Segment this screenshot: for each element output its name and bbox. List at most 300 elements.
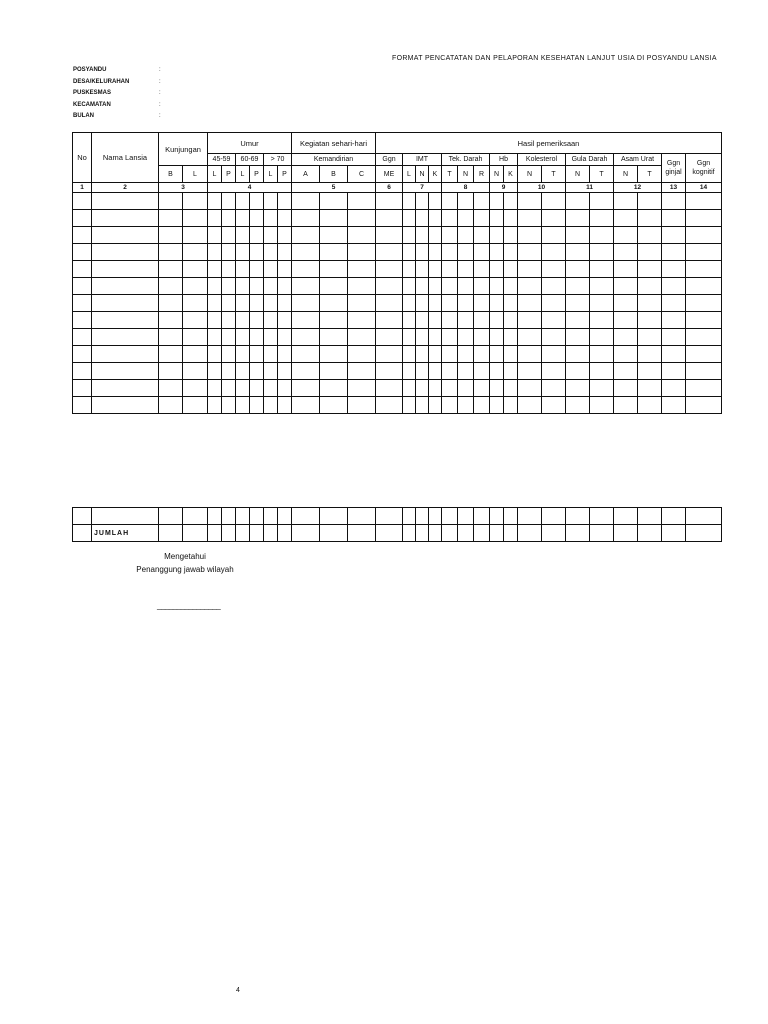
table-cell[interactable]: [518, 525, 542, 542]
table-cell[interactable]: [504, 193, 518, 210]
table-cell[interactable]: [222, 244, 236, 261]
table-cell[interactable]: [376, 312, 403, 329]
table-cell[interactable]: [490, 210, 504, 227]
table-cell[interactable]: [416, 380, 429, 397]
table-cell[interactable]: [222, 261, 236, 278]
table-cell[interactable]: [542, 210, 566, 227]
table-cell[interactable]: [320, 244, 348, 261]
table-cell[interactable]: [638, 278, 662, 295]
table-cell[interactable]: [490, 227, 504, 244]
table-cell[interactable]: [504, 227, 518, 244]
table-cell[interactable]: [92, 380, 159, 397]
table-cell[interactable]: [442, 380, 458, 397]
table-cell[interactable]: [474, 525, 490, 542]
table-cell[interactable]: [614, 312, 638, 329]
table-cell[interactable]: [236, 508, 250, 525]
table-cell[interactable]: [416, 278, 429, 295]
table-cell[interactable]: [222, 193, 236, 210]
table-cell[interactable]: [566, 525, 590, 542]
table-cell[interactable]: [73, 244, 92, 261]
table-cell[interactable]: [614, 210, 638, 227]
table-cell[interactable]: [376, 193, 403, 210]
table-cell[interactable]: [504, 508, 518, 525]
table-cell[interactable]: [292, 295, 320, 312]
table-cell[interactable]: [292, 363, 320, 380]
table-cell[interactable]: [566, 312, 590, 329]
table-cell[interactable]: [542, 363, 566, 380]
table-cell[interactable]: [222, 329, 236, 346]
table-cell[interactable]: [92, 210, 159, 227]
table-cell[interactable]: [474, 397, 490, 414]
table-cell[interactable]: [208, 295, 222, 312]
table-cell[interactable]: [403, 380, 416, 397]
table-cell[interactable]: [183, 295, 208, 312]
table-cell[interactable]: [278, 312, 292, 329]
table-cell[interactable]: [292, 261, 320, 278]
table-cell[interactable]: [222, 525, 236, 542]
table-cell[interactable]: [403, 312, 416, 329]
table-cell[interactable]: [159, 295, 183, 312]
table-cell[interactable]: [348, 210, 376, 227]
table-cell[interactable]: [250, 227, 264, 244]
table-cell[interactable]: [348, 278, 376, 295]
table-cell[interactable]: [490, 363, 504, 380]
table-cell[interactable]: [416, 244, 429, 261]
table-cell[interactable]: [442, 508, 458, 525]
table-cell[interactable]: [159, 329, 183, 346]
table-cell[interactable]: [638, 295, 662, 312]
table-cell[interactable]: [542, 278, 566, 295]
table-cell[interactable]: [590, 363, 614, 380]
table-cell[interactable]: [278, 346, 292, 363]
table-cell[interactable]: [159, 346, 183, 363]
table-cell[interactable]: [686, 244, 722, 261]
table-cell[interactable]: [292, 278, 320, 295]
table-cell[interactable]: [236, 346, 250, 363]
table-cell[interactable]: [442, 329, 458, 346]
table-cell[interactable]: [662, 397, 686, 414]
table-cell[interactable]: [474, 193, 490, 210]
table-cell[interactable]: [566, 210, 590, 227]
table-cell[interactable]: [614, 363, 638, 380]
table-cell[interactable]: [208, 312, 222, 329]
table-cell[interactable]: [490, 295, 504, 312]
table-cell[interactable]: [566, 261, 590, 278]
table-cell[interactable]: [518, 312, 542, 329]
table-cell[interactable]: [264, 261, 278, 278]
table-cell[interactable]: [442, 261, 458, 278]
table-cell[interactable]: [542, 261, 566, 278]
table-cell[interactable]: [208, 244, 222, 261]
table-cell[interactable]: [458, 312, 474, 329]
table-cell[interactable]: [416, 397, 429, 414]
table-cell[interactable]: [442, 244, 458, 261]
table-cell[interactable]: [159, 261, 183, 278]
table-cell[interactable]: [590, 278, 614, 295]
table-cell[interactable]: [159, 244, 183, 261]
table-cell[interactable]: [183, 397, 208, 414]
table-cell[interactable]: [518, 244, 542, 261]
table-cell[interactable]: [376, 525, 403, 542]
table-cell[interactable]: [614, 278, 638, 295]
table-cell[interactable]: [222, 278, 236, 295]
table-cell[interactable]: [518, 295, 542, 312]
table-cell[interactable]: [403, 329, 416, 346]
table-cell[interactable]: [92, 278, 159, 295]
table-cell[interactable]: [474, 295, 490, 312]
table-cell[interactable]: [183, 278, 208, 295]
table-cell[interactable]: [376, 380, 403, 397]
table-cell[interactable]: [638, 329, 662, 346]
table-cell[interactable]: [292, 227, 320, 244]
table-cell[interactable]: [416, 227, 429, 244]
table-cell[interactable]: [590, 312, 614, 329]
table-cell[interactable]: [429, 244, 442, 261]
table-cell[interactable]: [590, 227, 614, 244]
table-cell[interactable]: [208, 380, 222, 397]
table-cell[interactable]: [236, 380, 250, 397]
table-cell[interactable]: [250, 312, 264, 329]
table-cell[interactable]: [73, 525, 92, 542]
table-cell[interactable]: [278, 210, 292, 227]
table-cell[interactable]: [416, 312, 429, 329]
table-cell[interactable]: [662, 278, 686, 295]
table-cell[interactable]: [490, 508, 504, 525]
table-cell[interactable]: [250, 346, 264, 363]
table-cell[interactable]: [614, 346, 638, 363]
table-cell[interactable]: [183, 261, 208, 278]
table-cell[interactable]: [183, 244, 208, 261]
table-cell[interactable]: [292, 193, 320, 210]
table-cell[interactable]: [208, 227, 222, 244]
table-cell[interactable]: [222, 508, 236, 525]
table-cell[interactable]: [686, 227, 722, 244]
table-cell[interactable]: [662, 346, 686, 363]
table-cell[interactable]: [278, 278, 292, 295]
table-cell[interactable]: [474, 244, 490, 261]
table-cell[interactable]: [504, 397, 518, 414]
table-cell[interactable]: [638, 508, 662, 525]
table-cell[interactable]: [662, 193, 686, 210]
table-cell[interactable]: [403, 397, 416, 414]
table-cell[interactable]: [542, 397, 566, 414]
table-cell[interactable]: [490, 193, 504, 210]
table-cell[interactable]: [504, 346, 518, 363]
table-cell[interactable]: [566, 346, 590, 363]
table-cell[interactable]: [686, 261, 722, 278]
table-cell[interactable]: [250, 363, 264, 380]
table-cell[interactable]: [686, 210, 722, 227]
table-cell[interactable]: [208, 525, 222, 542]
table-cell[interactable]: [429, 295, 442, 312]
table-cell[interactable]: [278, 380, 292, 397]
table-cell[interactable]: [662, 508, 686, 525]
table-cell[interactable]: [614, 525, 638, 542]
table-cell[interactable]: [222, 380, 236, 397]
table-cell[interactable]: [518, 363, 542, 380]
table-cell[interactable]: [490, 346, 504, 363]
table-cell[interactable]: [403, 244, 416, 261]
table-cell[interactable]: [183, 363, 208, 380]
table-cell[interactable]: [458, 525, 474, 542]
table-cell[interactable]: [662, 295, 686, 312]
table-cell[interactable]: [458, 397, 474, 414]
table-cell[interactable]: [403, 346, 416, 363]
table-cell[interactable]: [566, 380, 590, 397]
table-cell[interactable]: [518, 261, 542, 278]
table-cell[interactable]: [278, 261, 292, 278]
table-cell[interactable]: [236, 329, 250, 346]
table-cell[interactable]: [474, 312, 490, 329]
table-cell[interactable]: [518, 508, 542, 525]
table-cell[interactable]: [73, 312, 92, 329]
table-cell[interactable]: [236, 295, 250, 312]
table-cell[interactable]: [518, 210, 542, 227]
table-cell[interactable]: [320, 210, 348, 227]
table-cell[interactable]: [264, 508, 278, 525]
table-cell[interactable]: [222, 363, 236, 380]
table-cell[interactable]: [566, 363, 590, 380]
table-cell[interactable]: [590, 380, 614, 397]
table-cell[interactable]: [458, 193, 474, 210]
table-cell[interactable]: [458, 508, 474, 525]
table-cell[interactable]: [416, 346, 429, 363]
table-cell[interactable]: [429, 278, 442, 295]
table-cell[interactable]: [590, 295, 614, 312]
table-cell[interactable]: [638, 346, 662, 363]
table-cell[interactable]: [264, 210, 278, 227]
table-cell[interactable]: [320, 261, 348, 278]
table-cell[interactable]: [458, 278, 474, 295]
table-cell[interactable]: [566, 508, 590, 525]
table-cell[interactable]: [403, 278, 416, 295]
table-cell[interactable]: [614, 193, 638, 210]
table-cell[interactable]: [348, 397, 376, 414]
table-cell[interactable]: [376, 363, 403, 380]
table-cell[interactable]: [73, 363, 92, 380]
table-cell[interactable]: [348, 244, 376, 261]
table-cell[interactable]: [250, 380, 264, 397]
table-cell[interactable]: [429, 525, 442, 542]
table-cell[interactable]: [566, 397, 590, 414]
table-cell[interactable]: [504, 295, 518, 312]
table-cell[interactable]: [376, 261, 403, 278]
table-cell[interactable]: [278, 295, 292, 312]
table-cell[interactable]: [458, 295, 474, 312]
table-cell[interactable]: [686, 380, 722, 397]
table-cell[interactable]: [250, 397, 264, 414]
table-cell[interactable]: [348, 525, 376, 542]
table-cell[interactable]: [73, 278, 92, 295]
table-cell[interactable]: [442, 525, 458, 542]
table-cell[interactable]: [222, 397, 236, 414]
table-cell[interactable]: [442, 312, 458, 329]
table-cell[interactable]: [222, 210, 236, 227]
table-cell[interactable]: [542, 295, 566, 312]
table-cell[interactable]: [490, 244, 504, 261]
table-cell[interactable]: [278, 525, 292, 542]
table-cell[interactable]: [442, 363, 458, 380]
table-cell[interactable]: [264, 380, 278, 397]
table-cell[interactable]: [250, 278, 264, 295]
table-cell[interactable]: [542, 227, 566, 244]
table-cell[interactable]: [686, 525, 722, 542]
table-cell[interactable]: [236, 278, 250, 295]
table-cell[interactable]: [159, 397, 183, 414]
table-cell[interactable]: [222, 312, 236, 329]
table-cell[interactable]: [73, 227, 92, 244]
table-cell[interactable]: [474, 329, 490, 346]
table-cell[interactable]: [278, 193, 292, 210]
table-cell[interactable]: [403, 210, 416, 227]
table-cell[interactable]: [320, 312, 348, 329]
table-cell[interactable]: [208, 278, 222, 295]
table-cell[interactable]: [504, 210, 518, 227]
table-cell[interactable]: [159, 210, 183, 227]
table-cell[interactable]: [92, 244, 159, 261]
table-cell[interactable]: [278, 329, 292, 346]
table-cell[interactable]: [183, 508, 208, 525]
table-cell[interactable]: [590, 193, 614, 210]
table-cell[interactable]: [474, 346, 490, 363]
table-cell[interactable]: [542, 244, 566, 261]
table-cell[interactable]: [442, 346, 458, 363]
table-cell[interactable]: [292, 380, 320, 397]
table-cell[interactable]: [92, 346, 159, 363]
table-cell[interactable]: [416, 329, 429, 346]
table-cell[interactable]: [183, 329, 208, 346]
table-cell[interactable]: [348, 312, 376, 329]
table-cell[interactable]: [320, 193, 348, 210]
table-cell[interactable]: [208, 329, 222, 346]
table-cell[interactable]: [292, 312, 320, 329]
table-cell[interactable]: [376, 346, 403, 363]
table-cell[interactable]: [429, 227, 442, 244]
table-cell[interactable]: [662, 244, 686, 261]
table-cell[interactable]: [429, 380, 442, 397]
table-cell[interactable]: [92, 397, 159, 414]
table-cell[interactable]: [403, 508, 416, 525]
table-cell[interactable]: [92, 329, 159, 346]
table-cell[interactable]: [348, 193, 376, 210]
table-cell[interactable]: [292, 346, 320, 363]
table-cell[interactable]: [458, 329, 474, 346]
table-cell[interactable]: [518, 227, 542, 244]
table-cell[interactable]: [458, 261, 474, 278]
table-cell[interactable]: [264, 295, 278, 312]
table-cell[interactable]: [518, 346, 542, 363]
table-cell[interactable]: [348, 508, 376, 525]
table-cell[interactable]: [348, 227, 376, 244]
table-cell[interactable]: [183, 193, 208, 210]
table-cell[interactable]: [92, 261, 159, 278]
table-cell[interactable]: [278, 244, 292, 261]
table-cell[interactable]: [686, 312, 722, 329]
table-cell[interactable]: [686, 295, 722, 312]
table-cell[interactable]: [320, 525, 348, 542]
table-cell[interactable]: [429, 363, 442, 380]
table-cell[interactable]: [250, 244, 264, 261]
table-cell[interactable]: [264, 525, 278, 542]
table-cell[interactable]: [159, 312, 183, 329]
table-cell[interactable]: [590, 210, 614, 227]
table-cell[interactable]: [73, 193, 92, 210]
table-cell[interactable]: [542, 380, 566, 397]
table-cell[interactable]: [518, 193, 542, 210]
table-cell[interactable]: [566, 193, 590, 210]
table-cell[interactable]: [474, 210, 490, 227]
table-cell[interactable]: [429, 193, 442, 210]
table-cell[interactable]: [250, 261, 264, 278]
table-cell[interactable]: [429, 397, 442, 414]
table-cell[interactable]: [236, 261, 250, 278]
table-cell[interactable]: [264, 346, 278, 363]
table-cell[interactable]: [376, 278, 403, 295]
table-cell[interactable]: [278, 397, 292, 414]
table-cell[interactable]: [403, 261, 416, 278]
table-cell[interactable]: [92, 363, 159, 380]
table-cell[interactable]: [348, 329, 376, 346]
table-cell[interactable]: [614, 397, 638, 414]
table-cell[interactable]: [159, 227, 183, 244]
table-cell[interactable]: [92, 227, 159, 244]
table-cell[interactable]: [518, 278, 542, 295]
table-cell[interactable]: [264, 278, 278, 295]
table-cell[interactable]: [376, 508, 403, 525]
table-cell[interactable]: [73, 329, 92, 346]
table-cell[interactable]: [403, 525, 416, 542]
table-cell[interactable]: [458, 227, 474, 244]
table-cell[interactable]: [542, 346, 566, 363]
table-cell[interactable]: [320, 346, 348, 363]
table-cell[interactable]: [638, 261, 662, 278]
table-cell[interactable]: [662, 329, 686, 346]
table-cell[interactable]: [638, 312, 662, 329]
table-cell[interactable]: [614, 244, 638, 261]
table-cell[interactable]: [403, 363, 416, 380]
table-cell[interactable]: [292, 244, 320, 261]
table-cell[interactable]: [264, 227, 278, 244]
table-cell[interactable]: [504, 329, 518, 346]
table-cell[interactable]: [442, 227, 458, 244]
table-cell[interactable]: [236, 210, 250, 227]
table-cell[interactable]: [504, 363, 518, 380]
table-cell[interactable]: [518, 380, 542, 397]
table-cell[interactable]: [73, 210, 92, 227]
table-cell[interactable]: [183, 525, 208, 542]
table-cell[interactable]: [320, 227, 348, 244]
table-cell[interactable]: [92, 508, 159, 525]
table-cell[interactable]: [542, 312, 566, 329]
table-cell[interactable]: [442, 193, 458, 210]
table-cell[interactable]: [590, 329, 614, 346]
table-cell[interactable]: [590, 508, 614, 525]
table-cell[interactable]: [518, 397, 542, 414]
table-cell[interactable]: [403, 193, 416, 210]
table-cell[interactable]: [429, 346, 442, 363]
table-cell[interactable]: [320, 363, 348, 380]
table-cell[interactable]: [183, 380, 208, 397]
table-cell[interactable]: [614, 261, 638, 278]
table-cell[interactable]: [474, 380, 490, 397]
table-cell[interactable]: [542, 329, 566, 346]
table-cell[interactable]: [348, 363, 376, 380]
table-cell[interactable]: [504, 312, 518, 329]
table-cell[interactable]: [92, 312, 159, 329]
table-cell[interactable]: [518, 329, 542, 346]
table-cell[interactable]: [208, 397, 222, 414]
table-cell[interactable]: [416, 508, 429, 525]
